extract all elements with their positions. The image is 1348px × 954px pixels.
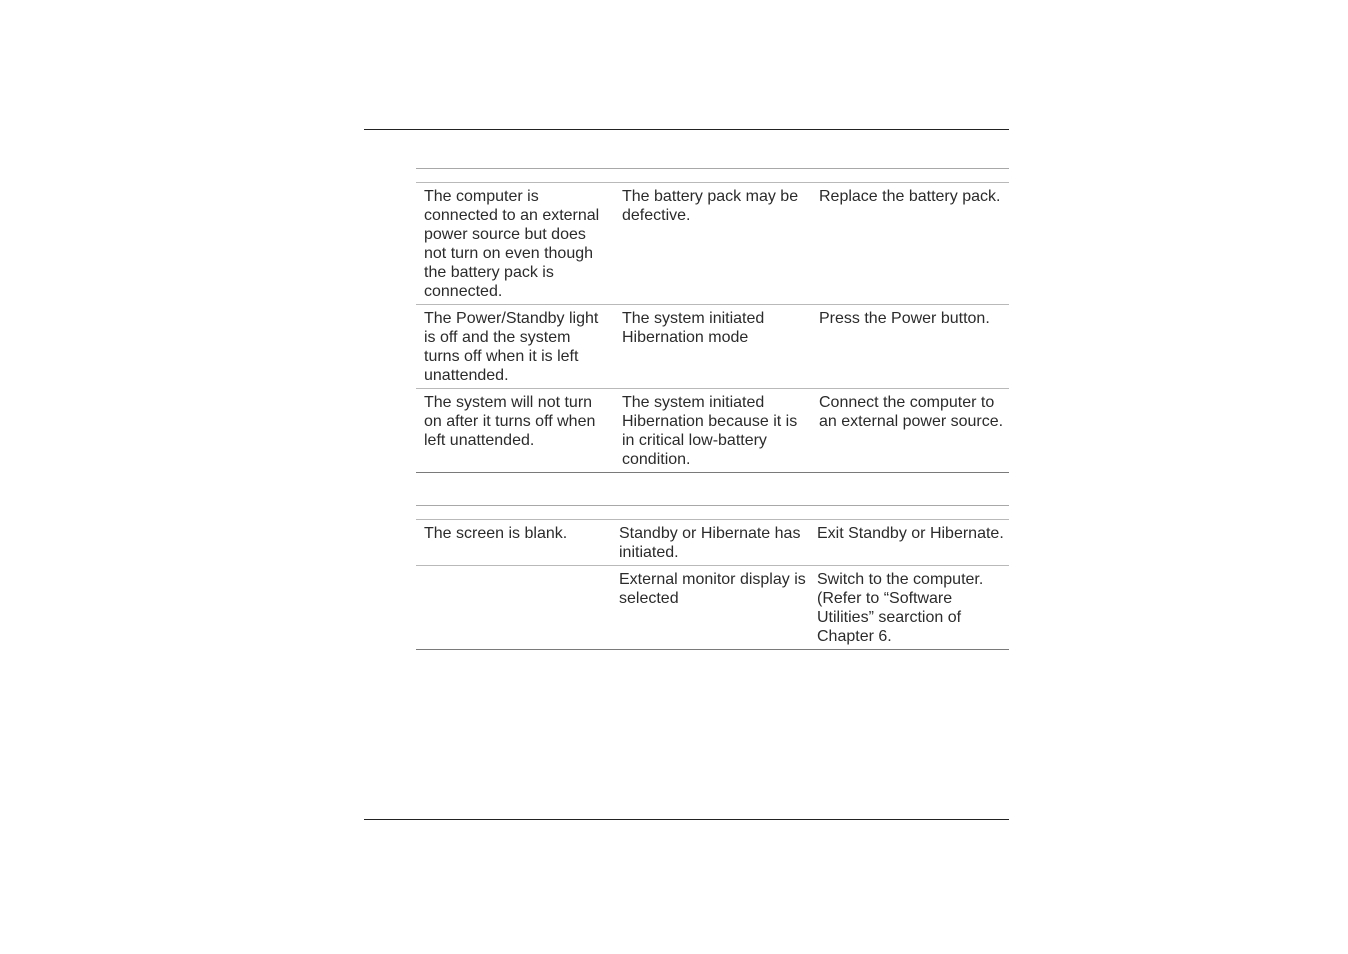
- solution-cell: Replace the battery pack.: [811, 183, 1009, 305]
- table-row: [416, 566, 1009, 650]
- table-header-row: [416, 169, 1009, 183]
- problem-cell: The Power/Standby light is off and the system turns off when it is left unattended.: [416, 305, 614, 389]
- problem-cell: The system will not turn on after it turns off when left unattended.: [416, 389, 614, 473]
- page-footer-rule: [364, 819, 1009, 820]
- problem-cell: The screen is blank.: [416, 520, 615, 566]
- display-troubleshooting-table: [416, 505, 1009, 650]
- problem-cell: [416, 566, 615, 650]
- table-header-row: [416, 506, 1009, 520]
- problem-cell: The computer is connected to an external power source but does not turn on even though the battery pack is connected.: [416, 183, 614, 305]
- solution-cell: Switch to the computer. (Refer to “Software Utilities” searction of Chapter 6.: [813, 566, 1009, 650]
- power-troubleshooting-table: [416, 168, 1009, 473]
- cause-cell: The system initiated Hibernation because it is in critical low-battery condition.: [614, 389, 811, 473]
- page-header-rule: [364, 129, 1009, 130]
- table-row: [416, 305, 1009, 389]
- solution-cell: Press the Power button.: [811, 305, 1009, 389]
- cause-cell: Standby or Hibernate has initiated.: [615, 520, 813, 566]
- cause-cell: The battery pack may be defective.: [614, 183, 811, 305]
- solution-cell: Connect the computer to an external power source.: [811, 389, 1009, 473]
- table-row: [416, 389, 1009, 473]
- cause-cell: External monitor display is selected: [615, 566, 813, 650]
- cause-cell: The system initiated Hibernation mode: [614, 305, 811, 389]
- table-row: [416, 520, 1009, 566]
- table-row: [416, 183, 1009, 305]
- solution-cell: Exit Standby or Hibernate.: [813, 520, 1009, 566]
